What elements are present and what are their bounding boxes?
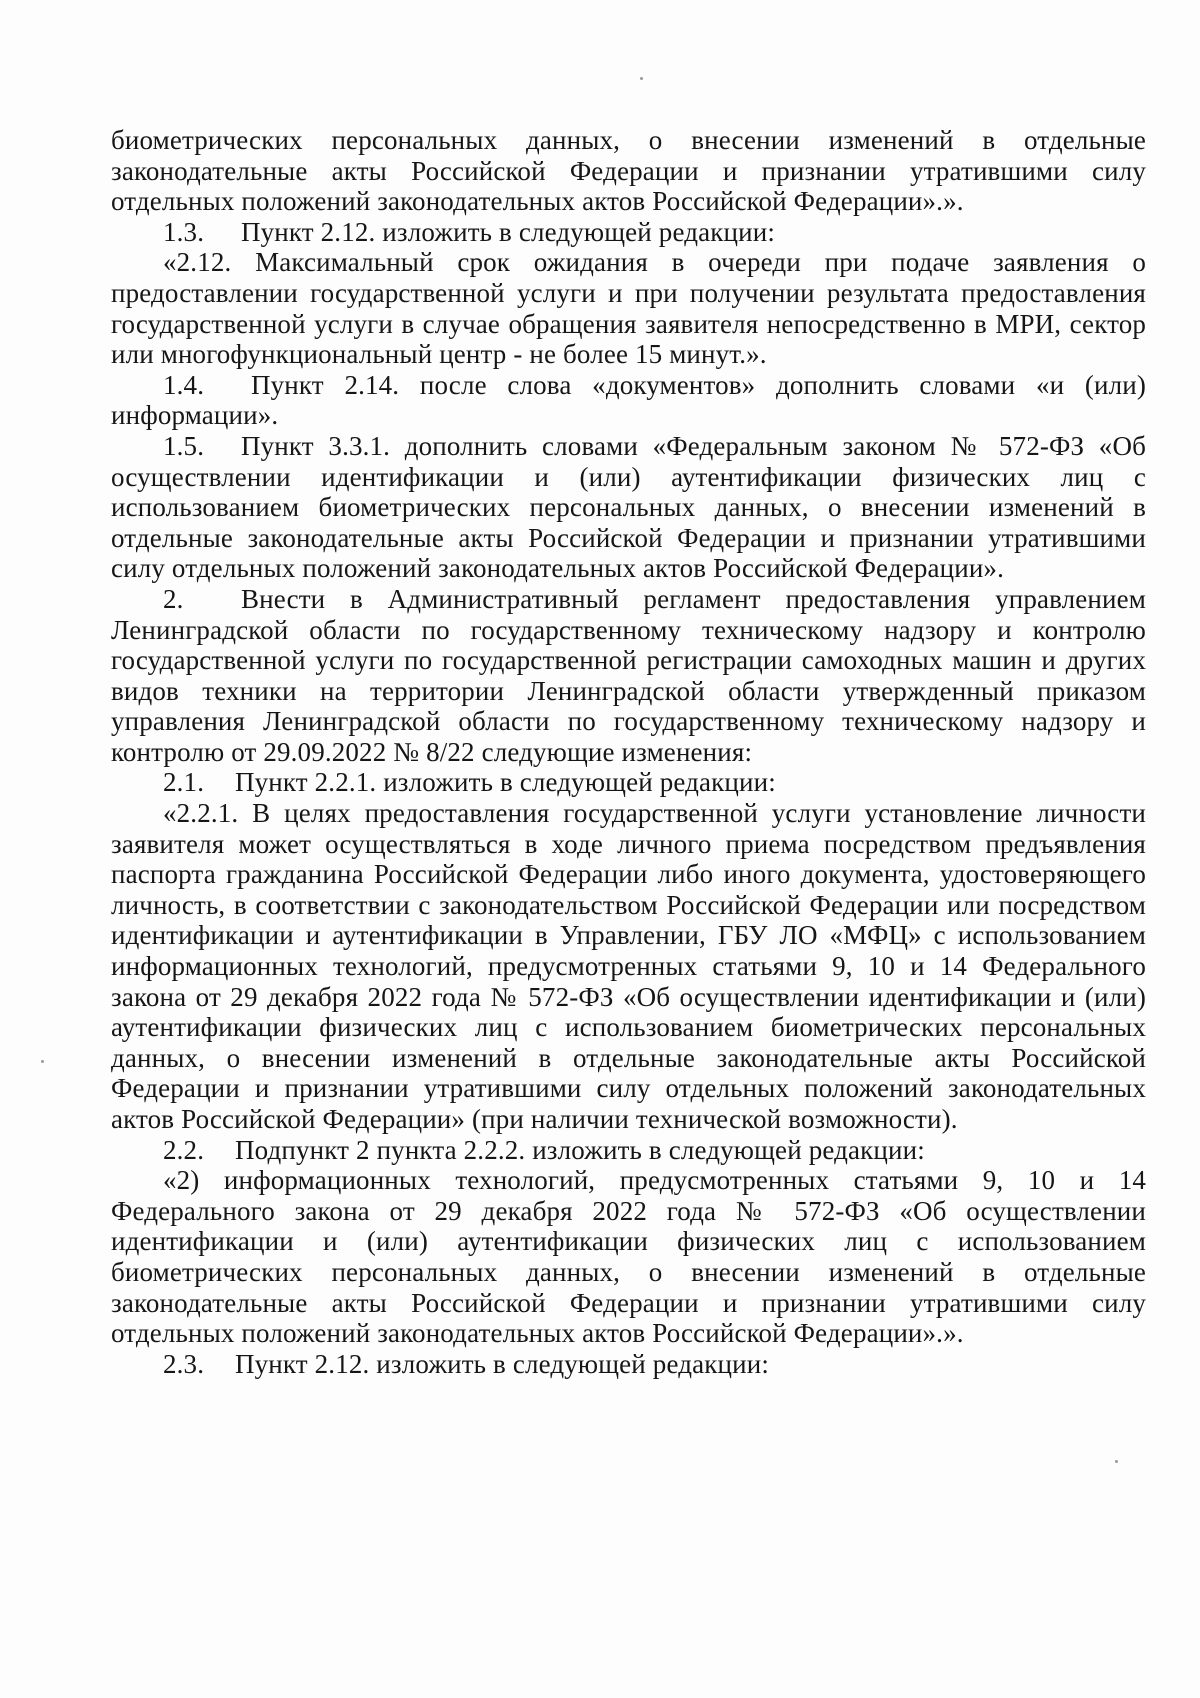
paragraph-text: биометрических персональных данных, о внесении изменений в отдельные законодательные акты Российской Федерации и признании утратившими силу отдельных положений законодательных актов Российской Федерации».».: [111, 125, 1146, 217]
paragraph-quote-2-12: [111, 247, 1146, 369]
paragraph-text: Подпункт 2 пункта 2.2.2. изложить в следующей редакции:: [235, 1134, 925, 1165]
paragraph-1-3: [111, 217, 1146, 248]
paragraph-text: Пункт 2.12. изложить в следующей редакции:: [241, 216, 775, 247]
paragraph-text: «2.2.1. В целях предоставления государственной услуги установление личности заявителя может осуществляться в ходе личного приема посредством предъявления паспорта гражданина Российской Федерации либо иного документа, удостоверяющего личность, в соответствии с законодательством Российской Федерации или посредством идентификации и аутентификации в Управлении, ГБУ ЛО «МФЦ» с использованием информационных технологий, предусмотренных статьями 9, 10 и 14 Федерального закона от 29 декабря 2022 года № 572-ФЗ «Об осуществлении идентификации и (или) аутентификации физических лиц с использованием биометрических персональных данных, о внесении изменений в отдельные законодательные акты Российской Федерации и признании утратившими силу отдельных положений законодательных актов Российской Федерации» (при наличии технической возможности).: [111, 798, 1146, 1134]
paragraph-2-1: [111, 767, 1146, 798]
paragraph-1-5: [111, 431, 1146, 584]
paragraph-continuation: [111, 125, 1146, 217]
paragraph-text: Пункт 2.14. после слова «документов» дополнить словами «и (или) информации».: [111, 369, 1146, 431]
paragraph-text: «2) информационных технологий, предусмотренных статьями 9, 10 и 14 Федерального закона от 29 декабря 2022 года № 572-ФЗ «Об осуществлении идентификации и (или) аутентификации физических лиц с использованием биометрических персональных данных, о внесении изменений в отдельные законодательные акты Российской Федерации и признании утратившими силу отдельных положений законодательных актов Российской Федерации».».: [111, 1165, 1146, 1349]
scan-speck: [41, 1060, 44, 1063]
paragraph-text: Пункт 3.3.1. дополнить словами «Федеральным законом № 572-ФЗ «Об осуществлении идентификации и (или) аутентификации физических лиц с использованием биометрических персональных данных, о внесении изменений в отдельные законодательные акты Российской Федерации и признании утратившими силу отдельных положений законодательных актов Российской Федерации».: [111, 430, 1146, 584]
paragraph-1-4: [111, 370, 1146, 431]
paragraph-2: [111, 584, 1146, 768]
paragraph-2-3: [111, 1349, 1146, 1380]
scan-speck: [640, 77, 643, 80]
paragraph-number: 2.1.: [163, 767, 205, 798]
paragraph-number: 2.3.: [163, 1348, 205, 1379]
paragraph-2-2: [111, 1135, 1146, 1166]
paragraph-text: Пункт 2.12. изложить в следующей редакции:: [235, 1348, 769, 1379]
paragraph-quote-subpoint-2: [111, 1165, 1146, 1349]
paragraph-text: Внести в Административный регламент предоставления управлением Ленинградской области по государственному техническому надзору и контролю государственной услуги по государственной регистрации самоходных машин и других видов техники на территории Ленинградской области утвержденный приказом управления Ленинградской области по государственному техническому надзору и контролю от 29.09.2022 № 8/22 следующие изменения:: [111, 583, 1146, 767]
document-body: [111, 125, 1146, 1379]
scan-speck: [1115, 1460, 1118, 1463]
paragraph-number: 1.3.: [163, 216, 205, 247]
paragraph-number: 1.5.: [163, 430, 205, 461]
paragraph-number: 2.2.: [163, 1134, 205, 1165]
paragraph-number: 2.: [163, 583, 184, 614]
paragraph-number: 1.4.: [163, 369, 205, 400]
paragraph-text: Пункт 2.2.1. изложить в следующей редакции:: [235, 767, 776, 798]
paragraph-text: «2.12. Максимальный срок ожидания в очереди при подаче заявления о предоставлении государственной услуги и при получении результата предоставления государственной услуги в случае обращения заявителя непосредственно в МРИ, сектор или многофункциональный центр - не более 15 минут.».: [111, 247, 1146, 370]
paragraph-quote-2-2-1: [111, 798, 1146, 1135]
